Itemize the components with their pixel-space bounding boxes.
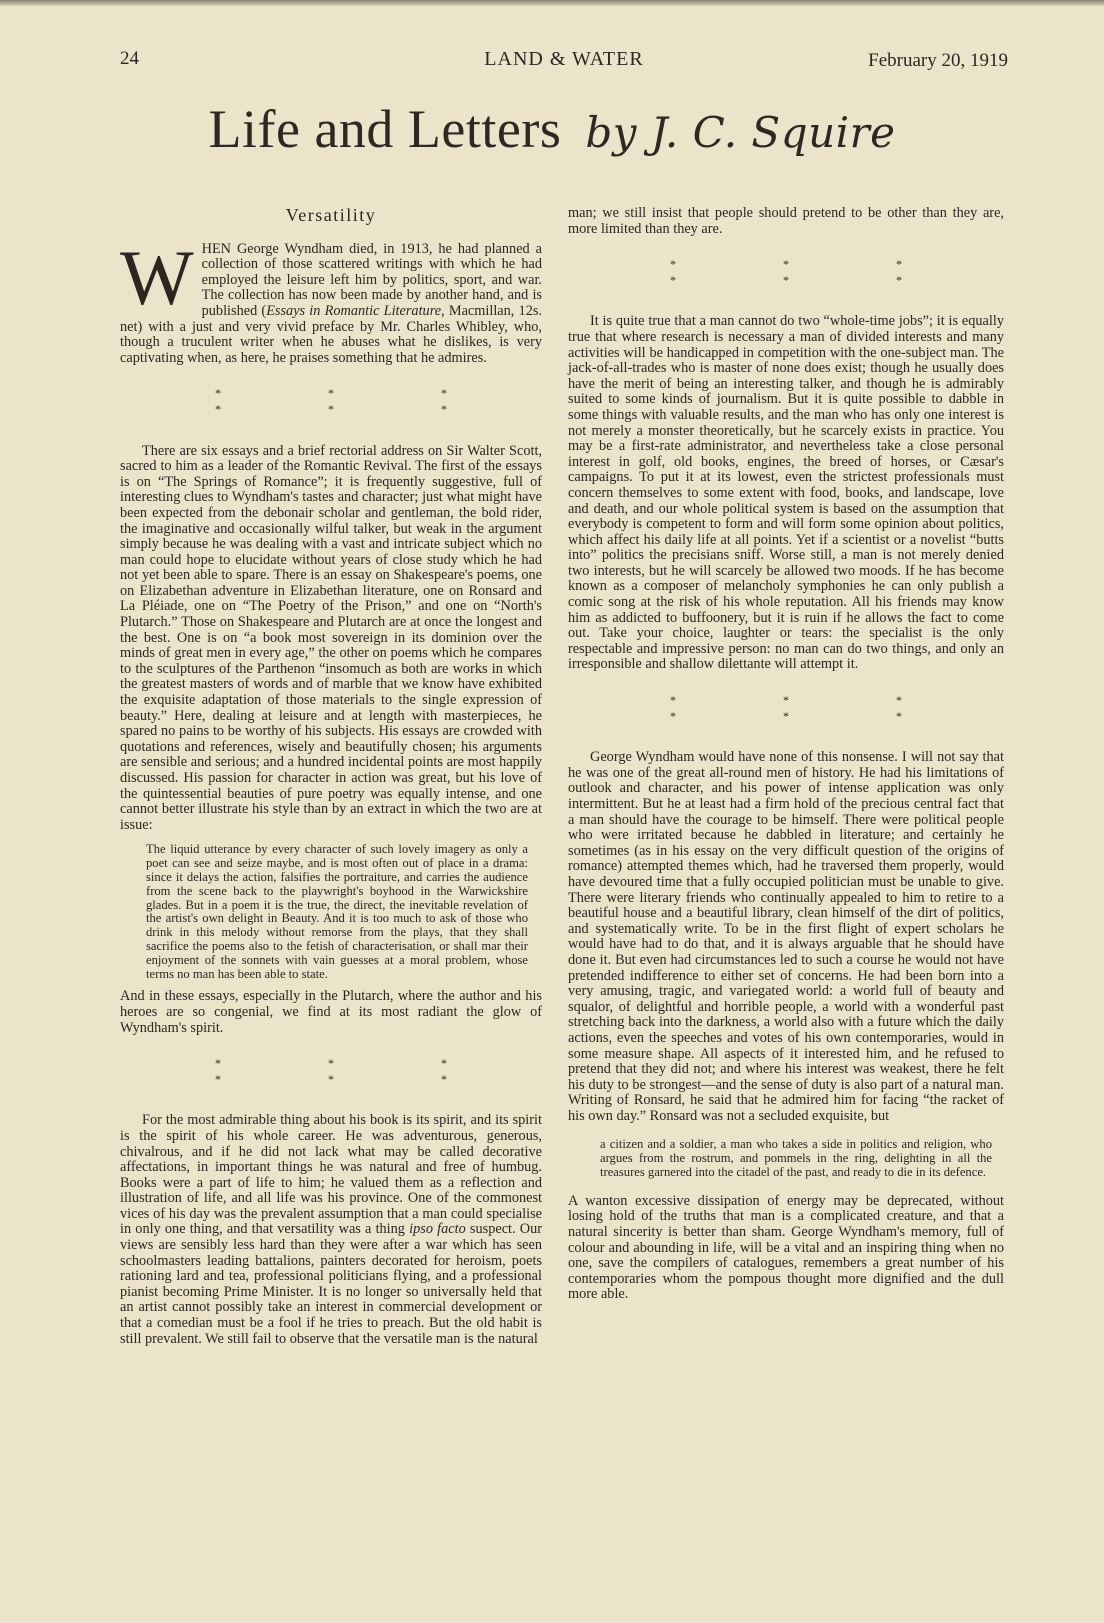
column-title: Life and Letters bbox=[208, 99, 562, 159]
paragraph-specialist: It is quite true that a man cannot do two “whole-time jobs”; it is equally true that where research is necessary a man of divided interests and many activities will be handicapped in competition with the one-subject man. The jack-of-all-trades who is master of none does exist; though he usually does have the merit of being an interesting talker, and though he is admirably suited to some kinds of journalism. But it is quite possible to dabble in some things with valuable results, and the man who has only one interest is not merely a monster theoretically, but he scarcely exists in practice. You may be a first-rate administrator, and nevertheless take a close personal interest in golf, old books, engines, the breed of horses, or Cæsar's campaigns. To put it at its lowest, even the strictest professionals must concern themselves to some extent with food, books, and landscape, love and death, and our whole political system is based on the assumption that everybody is competent to form and will form some opinion about politics, which affect his daily life at all points. Yet if a scientist or a novelist “butts into” politics the precisians sniff. Worse still, a man is not merely denied two interests, but he will scarcely be allowed two moods. If he has become known as a composer of melancholy symphonies he can only publish a comic song at the risk of his whole reputation. All his friends may know him as addicted to buffoonery, but it is ruin if he allows the fact to come out. Take your choice, laughter or tears: the specialist is the only respectable and impressive person: no man can do two things, and only an irresponsible and shallow dilettante will attempt it. bbox=[568, 313, 1004, 673]
page-number: 24 bbox=[120, 48, 139, 69]
drop-cap: W bbox=[120, 233, 194, 321]
section-divider: * * * * * * bbox=[215, 1056, 499, 1086]
paragraph-1 bbox=[120, 233, 542, 367]
paragraph-1-text: HEN George Wyndham died, in 1913, he had planned a collection of those scattered writings with which he had employed the leisure left him by politics, sport, and war. The collection has now been made by another hand, and is published ( bbox=[201, 240, 542, 319]
paragraph-continued: man; we still insist that people should pretend to be other than they are, more limited than they are. bbox=[568, 205, 1004, 237]
paragraph-3: And in these essays, especially in the Plutarch, where the author and his heroes are so congenial, we find at its most radiant the glow of Wyndham's spirit. bbox=[120, 988, 542, 1036]
paragraph-1-end: , Macmillan, 12s. net) with a just and very vivid preface by Mr. Charles Whibley, who, though a truculent writer when he abuses what he dislikes, is very captivating when, as here, he praises something that he admires. bbox=[120, 302, 542, 366]
latin-phrase: ipso facto bbox=[409, 1221, 466, 1238]
section-divider: * * * * * * bbox=[215, 386, 499, 416]
running-header bbox=[120, 48, 1008, 78]
book-title: Essays in Romantic Literature bbox=[266, 302, 442, 319]
issue-date: February 20, 1919 bbox=[868, 50, 1008, 71]
paragraph-wyndham: George Wyndham would have none of this nonsense. I will not say that he was one of the great all-round men of history. He had his limitations of outlook and character, and his power of intense application was only intermittent. But he at least had a firm hold of the precious central fact that a man should have the courage to be himself. There were political people who were irritated because he dabbled in literature; and certainly he sometimes (as in his essay on the very difficult question of the origins of romance) attempted themes which, had he traversed them properly, would have devoured time that a fully occupied politician must be unable to give. There were literary friends who continually appealed to him to retire to a beautiful house and a beautiful library, clean himself of the dirt of politics, and systematically write. To be in the first flight of expert scholars he would have had to do that, and it is always arguable that he should have done it. But even had circumstances led to such a course he would not have pretended indifference to either set of concerns. He had been born into a very amusing, tragic, and variegated world: a world full of beauty and squalor, of delightful and horrible people, a world with a wonderful past stretching back into the darkness, a world also with a future which the daily actions, even the speeches and votes of his own contemporaries, would in some measure shape. All aspects of it interested him, and he refused to pretend that they did not; and where his interest was weakest, there he felt his duty to be strongest—and the sense of duty is also part of a natural man. Writing of Ronsard, he said that he admired him for facing “the racket of his own day.” Ronsard was not a secluded exquisite, but bbox=[568, 749, 1004, 1124]
paragraph-4-text: For the most admirable thing about his book is its spirit, and its spirit is the spirit of his whole career. He was adventurous, generous, chivalrous, and if he did not lack what may be called decorative affectations, in important things he was natural and free of humbug. Books were a part of life to him; he valued them as a reflection and illustration of life, and all life was his province. One of the commonest vices of his day was the prevalent assumption that a man could specialise in only one thing, and that versatility was a thing bbox=[120, 1112, 542, 1238]
paragraph-conclusion: A wanton excessive dissipation of energy may be deprecated, without losing hold of the truths that man is a complicated creature, and that a natural sincerity is better than sham. George Wyndham's memory, full of colour and abounding in life, will be a vital and an inspiring thing when no one, save the compilers of catalogues, remembers a great number of his contemporaries whom the pompous thought more dignified and the dull more able. bbox=[568, 1192, 1004, 1303]
paragraph-2: There are six essays and a brief rectorial address on Sir Walter Scott, sacred to him as a leader of the Romantic Revival. The first of the essays is on “The Springs of Romance”; it is frequently suggestive, full of interesting clues to Wyndham's tastes and character; just what might have been expected from the debonair scholar and gentleman, the bold rider, the imaginative and occasionally wilful talker, but weak in the argument simply because he was dealing with a vast and intricate subject which no man could hope to elucidate without years of close study which he had not yet been able to spare. There is an essay on Shakespeare's poems, one on Elizabethan adventure in Elizabethan literature, one on Ronsard and La Pléiade, one on “The Poetry of the Prison,” and one on “North's Plutarch.” Those on Shakespeare and Plutarch are at once the longest and the best. One is on “a book most sovereign in its dominion over the minds of great men in every age,” the other on poems which he compares to the sculptures of the Parthenon “insomuch as both are works in which the greatest masters of words and of marble that we know have exhibited the exquisite adaptation of those materials to the single expression of beauty.” Here, dealing at leisure and at length with masterpieces, he spared no pains to be worthy of his subjects. His essays are crowded with quotations and references, wisely and beautifully chosen; his arguments are sensible and serious; and a hundred incidental points are most happily discussed. His passion for character in action was great, but his love of the quintessential beauties of pure poetry was equally intense, and one cannot better illustrate his style than by an extract in which the two are at issue: bbox=[120, 442, 542, 833]
left-column bbox=[120, 200, 542, 1347]
block-quote-ronsard bbox=[600, 1138, 992, 1179]
article-title bbox=[0, 98, 1104, 160]
byline: by J. C. Squire bbox=[585, 108, 896, 157]
section-divider: * * * * * * bbox=[670, 257, 954, 287]
right-column bbox=[568, 206, 1004, 1303]
quote-text: a citizen and a soldier, a man who takes a side in politics and religion, who argues from the rostrum, and pommels in the ring, delighting in all the treasures garnered into the citadel of the past, and ready to die in its defence. bbox=[600, 1137, 992, 1180]
masthead: LAND & WATER bbox=[484, 48, 644, 70]
section-title: Versatility bbox=[285, 205, 377, 225]
block-quote-shakespeare bbox=[146, 843, 528, 981]
page-top-edge bbox=[0, 0, 1104, 6]
quote-text: The liquid utterance by every character of such lovely imagery as only a poet can see and seize maybe, and is most often out of place in a drama: since it delays the action, falsifies the portraiture, and carries the audience from the scene back to the playwright's boyhood in the Warwickshire glades. But in a poem it is the true, the direct, the inevitable revelation of the artist's own delight in Beauty. And it is too much to ask of those who drink in this melody without remorse from the plays, that they shall sacrifice the poems also to the fetish of characterisation, or shall mar their enjoyment of the sonnets with vain guesses at a moral problem, whose terms no man has been able to state. bbox=[146, 842, 528, 981]
paragraph-4 bbox=[120, 1113, 542, 1347]
section-divider: * * * * * * bbox=[670, 693, 954, 723]
paragraph-4-end: suspect. Our views are sensibly less hard than they were after a war which has seen schoolmasters leading battalions, painters decorated for heroism, poets rationing lard and tea, professional politicians flying, and a professional pianist becoming Prime Minister. It is no longer so universally held that an artist cannot possibly take an interest in commercial development or that a comedian must be a fool if he tries to preach. But the old habit is still prevalent. We still fail to observe that the versatile man is the natural bbox=[120, 1221, 542, 1347]
